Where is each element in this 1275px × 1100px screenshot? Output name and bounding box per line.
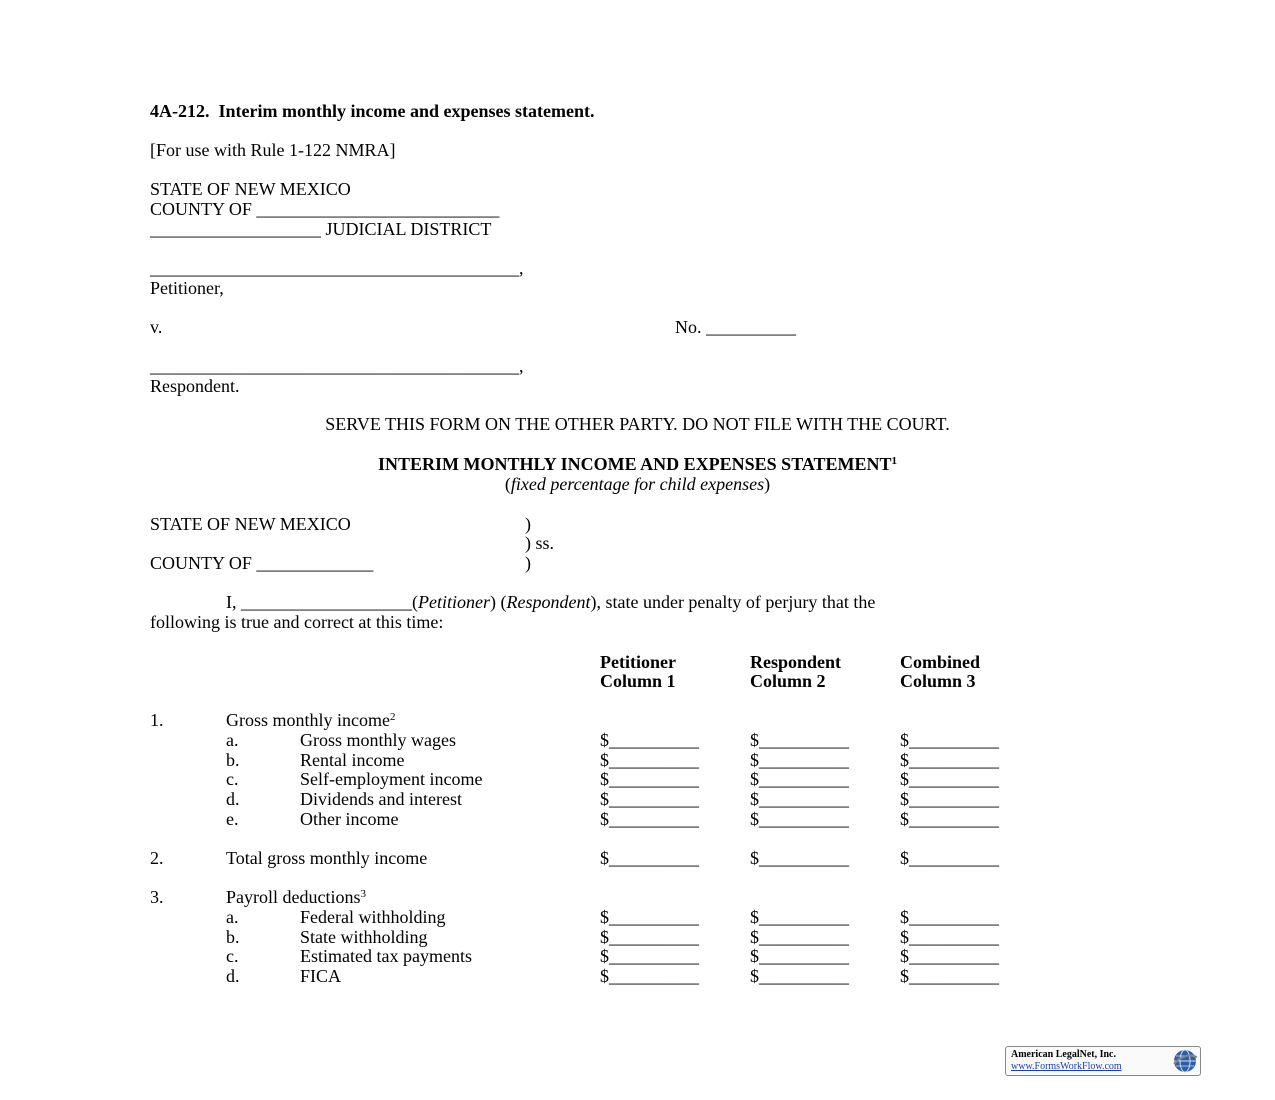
- col-petitioner-title: Petitioner: [600, 652, 676, 672]
- item-1c-letter: c.: [226, 769, 239, 789]
- item-2-col3[interactable]: $__________: [900, 848, 999, 868]
- oath-respondent: Respondent: [506, 592, 591, 612]
- item-1b-col1[interactable]: $__________: [600, 750, 699, 770]
- form-title-text: INTERIM MONTHLY INCOME AND EXPENSES STATEMENT: [377, 454, 892, 474]
- item-3a-col1[interactable]: $__________: [600, 907, 699, 927]
- item-3b-col2[interactable]: $__________: [750, 927, 849, 947]
- col-combined-title: Combined: [900, 652, 981, 672]
- item-1b-letter: b.: [226, 750, 240, 770]
- subtitle-text: fixed percentage for child expenses: [510, 474, 765, 494]
- item-1b-col2[interactable]: $__________: [750, 750, 849, 770]
- item-2-col2[interactable]: $__________: [750, 848, 849, 868]
- oath-petitioner: Petitioner: [418, 592, 490, 612]
- item-3b-label: State withholding: [300, 927, 428, 947]
- oath-prefix: I, ___________________(: [226, 592, 418, 612]
- item-3d-col1[interactable]: $__________: [600, 966, 699, 986]
- legalnet-badge[interactable]: [1005, 1046, 1201, 1076]
- section-2-label: Total gross monthly income: [226, 848, 428, 868]
- item-1a-label: Gross monthly wages: [300, 730, 456, 750]
- item-1b-label: Rental income: [300, 750, 405, 770]
- petitioner-line: _________________________________________,: [150, 258, 524, 278]
- item-1e-letter: e.: [226, 809, 239, 829]
- item-2-col1[interactable]: $__________: [600, 848, 699, 868]
- item-1a-letter: a.: [226, 730, 239, 750]
- versus: v.: [150, 317, 163, 337]
- item-1a-col3[interactable]: $__________: [900, 730, 999, 750]
- item-1d-letter: d.: [226, 789, 240, 809]
- col-petitioner-number: Column 1: [600, 671, 676, 691]
- venue-county: COUNTY OF _____________: [150, 553, 374, 573]
- venue-paren-1: ): [525, 514, 531, 534]
- item-1c-col2[interactable]: $__________: [750, 769, 849, 789]
- item-3d-letter: d.: [226, 966, 240, 986]
- col-respondent-number: Column 2: [750, 671, 826, 691]
- caption-county: COUNTY OF ___________________________: [150, 199, 500, 219]
- venue-paren-ss: ) ss.: [525, 533, 555, 553]
- item-3a-label: Federal withholding: [300, 907, 446, 927]
- caption-district: ___________________ JUDICIAL DISTRICT: [150, 219, 492, 239]
- section-3-footnote: 3: [360, 888, 366, 900]
- col-respondent-title: Respondent: [750, 652, 842, 672]
- item-1d-label: Dividends and interest: [300, 789, 462, 809]
- item-3a-letter: a.: [226, 907, 239, 927]
- section-3-number: 3.: [150, 887, 164, 907]
- section-3-text: Payroll deductions: [226, 887, 361, 907]
- section-1-number: 1.: [150, 710, 164, 730]
- item-3c-label: Estimated tax payments: [300, 946, 472, 966]
- item-1c-col3[interactable]: $__________: [900, 769, 999, 789]
- subtitle-open: (: [504, 474, 511, 494]
- caption-state: STATE OF NEW MEXICO: [150, 179, 351, 199]
- item-3c-col3[interactable]: $__________: [900, 946, 999, 966]
- item-3b-col3[interactable]: $__________: [900, 927, 999, 947]
- item-1a-col1[interactable]: $__________: [600, 730, 699, 750]
- item-1d-col1[interactable]: $__________: [600, 789, 699, 809]
- item-3d-col3[interactable]: $__________: [900, 966, 999, 986]
- item-1d-col2[interactable]: $__________: [750, 789, 849, 809]
- item-1e-label: Other income: [300, 809, 399, 829]
- badge-url[interactable]: www.FormsWorkFlow.com: [1011, 1061, 1122, 1072]
- oath-mid: ) (: [489, 592, 507, 612]
- section-3-label: [226, 887, 366, 907]
- item-3c-letter: c.: [226, 946, 239, 966]
- item-3a-col3[interactable]: $__________: [900, 907, 999, 927]
- oath-line-2: following is true and correct at this time:: [150, 612, 444, 632]
- oath-line-1: [226, 592, 875, 612]
- serve-notice: SERVE THIS FORM ON THE OTHER PARTY. DO NOT FILE WITH THE COURT.: [325, 414, 950, 434]
- section-1-label: [226, 710, 396, 730]
- item-1e-col2[interactable]: $__________: [750, 809, 849, 829]
- venue-paren-3: ): [525, 553, 531, 573]
- section-1-text: Gross monthly income: [226, 710, 390, 730]
- section-2-number: 2.: [150, 848, 164, 868]
- respondent-label: Respondent.: [150, 376, 240, 396]
- item-1e-col3[interactable]: $__________: [900, 809, 999, 829]
- rule-note: [For use with Rule 1-122 NMRA]: [150, 140, 396, 160]
- form-title: [0, 454, 1275, 474]
- item-1d-col3[interactable]: $__________: [900, 789, 999, 809]
- oath-suffix: ), state under penalty of perjury that the: [590, 592, 876, 612]
- item-3b-col1[interactable]: $__________: [600, 927, 699, 947]
- globe-icon: [1172, 1048, 1198, 1074]
- rule-title: 4A-212. Interim monthly income and expenses statement.: [150, 101, 595, 121]
- subtitle-close: ): [764, 474, 771, 494]
- item-3a-col2[interactable]: $__________: [750, 907, 849, 927]
- item-3c-col2[interactable]: $__________: [750, 946, 849, 966]
- item-3c-col1[interactable]: $__________: [600, 946, 699, 966]
- col-combined-number: Column 3: [900, 671, 976, 691]
- petitioner-label: Petitioner,: [150, 278, 224, 298]
- case-number: No. __________: [675, 317, 796, 337]
- item-3d-label: FICA: [300, 966, 342, 986]
- item-1c-label: Self-employment income: [300, 769, 483, 789]
- item-1c-col1[interactable]: $__________: [600, 769, 699, 789]
- item-1e-col1[interactable]: $__________: [600, 809, 699, 829]
- item-1b-col3[interactable]: $__________: [900, 750, 999, 770]
- badge-company: American LegalNet, Inc.: [1011, 1049, 1116, 1060]
- item-3b-letter: b.: [226, 927, 240, 947]
- venue-state: STATE OF NEW MEXICO: [150, 514, 351, 534]
- section-1-footnote: 2: [390, 711, 396, 723]
- form-subtitle: [0, 474, 1275, 494]
- respondent-line: _________________________________________,: [150, 356, 524, 376]
- item-1a-col2[interactable]: $__________: [750, 730, 849, 750]
- form-title-footnote: 1: [891, 455, 898, 467]
- item-3d-col2[interactable]: $__________: [750, 966, 849, 986]
